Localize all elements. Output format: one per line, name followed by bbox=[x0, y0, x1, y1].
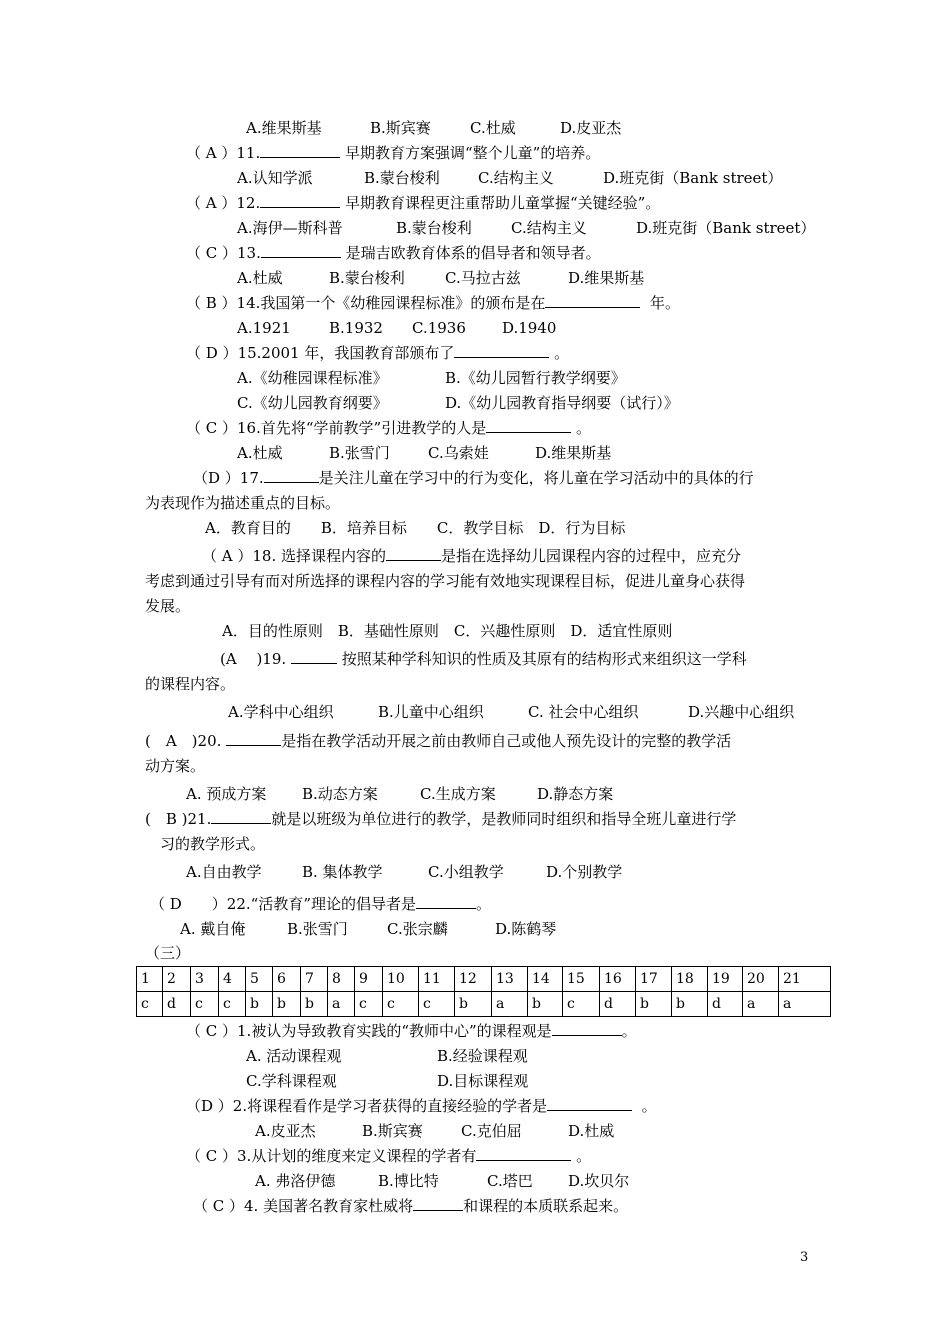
q16-text: 。 bbox=[576, 419, 592, 437]
q17-text: 是关注儿童在学习中的行为变化，将儿童在学习活动中的具体的行 bbox=[318, 469, 754, 487]
table-cell-answer: b bbox=[455, 992, 492, 1017]
q13-option-c: C.马拉古兹 bbox=[445, 269, 521, 287]
q14-text: 年。 bbox=[649, 294, 680, 312]
s3-question-1 bbox=[186, 1021, 637, 1041]
table-cell-answer: a bbox=[743, 992, 779, 1017]
s3q3-prefix: （ C ）3.从计划的维度来定义课程的学者有 bbox=[186, 1147, 477, 1165]
table-row-answers bbox=[137, 992, 831, 1017]
q13-text: 是瑞吉欧教育体系的倡导者和领导者。 bbox=[345, 244, 601, 262]
q13-option-d: D.维果斯基 bbox=[568, 269, 645, 287]
q20-prefix: ( A )20. bbox=[145, 732, 222, 750]
q11-text: 早期教育方案强调“整个儿童”的培养。 bbox=[345, 144, 601, 162]
question-16 bbox=[186, 418, 591, 438]
q13-option-a: A.杜威 bbox=[237, 269, 283, 287]
table-cell-answer: a bbox=[492, 992, 528, 1017]
s3q3-option-a: A. 弗洛伊德 bbox=[255, 1172, 336, 1190]
s3q2-prefix: （D ）2.将课程看作是学习者获得的直接经验的学者是 bbox=[186, 1097, 548, 1115]
page-number: 3 bbox=[800, 1250, 809, 1265]
q20-option-a: A. 预成方案 bbox=[186, 785, 267, 803]
question-14 bbox=[186, 293, 680, 313]
table-cell-number: 16 bbox=[600, 967, 636, 992]
q15-blank bbox=[454, 343, 549, 358]
question-20 bbox=[145, 731, 731, 751]
question-12 bbox=[186, 193, 660, 213]
q13-option-b: B.蒙台梭利 bbox=[329, 269, 405, 287]
s3q1-option-a: A. 活动课程观 bbox=[246, 1047, 342, 1065]
s3q2-option-c: C.克伯屈 bbox=[461, 1122, 522, 1140]
q19-option-b: B.儿童中心组织 bbox=[378, 703, 484, 721]
table-cell-answer: b bbox=[246, 992, 273, 1017]
question-17-cont: 为表现作为描述重点的目标。 bbox=[145, 494, 341, 512]
table-cell-answer: d bbox=[600, 992, 636, 1017]
section-label: （三） bbox=[145, 944, 191, 962]
s3q1-blank bbox=[552, 1021, 622, 1036]
question-19 bbox=[220, 649, 747, 669]
s3q3-option-d: D.坎贝尔 bbox=[568, 1172, 630, 1190]
q19-option-d: D.兴趣中心组织 bbox=[688, 703, 795, 721]
q21-prefix: ( B )21. bbox=[145, 810, 212, 828]
table-cell-number: 4 bbox=[219, 967, 246, 992]
q20-option-d: D.静态方案 bbox=[537, 785, 614, 803]
s3q3-text: 。 bbox=[576, 1147, 592, 1165]
table-cell-answer: c bbox=[563, 992, 600, 1017]
q12-text: 早期教育课程更注重帮助儿童掌握“关键经验”。 bbox=[345, 194, 661, 212]
s3q1-option-d: D.目标课程观 bbox=[437, 1072, 529, 1090]
answer-table bbox=[136, 966, 831, 1017]
table-cell-answer: b bbox=[636, 992, 672, 1017]
s3q4-text: 和课程的本质联系起来。 bbox=[463, 1197, 629, 1215]
s3q2-text: 。 bbox=[641, 1097, 657, 1115]
q14-option-d: D.1940 bbox=[502, 319, 557, 337]
question-18-cont: 考虑到通过引导有而对所选择的课程内容的学习能有效地实现课程目标，促进儿童身心获得 bbox=[145, 572, 746, 590]
q14-blank bbox=[545, 293, 640, 308]
q22-option-a: A. 戴自俺 bbox=[180, 920, 246, 938]
q18-blank bbox=[386, 546, 441, 561]
table-cell-answer: c bbox=[419, 992, 455, 1017]
q10-option-d: D.皮亚杰 bbox=[560, 119, 622, 137]
q16-option-b: B.张雪门 bbox=[329, 444, 390, 462]
q19-prefix: (A )19. bbox=[220, 650, 287, 668]
table-cell-number: 10 bbox=[383, 967, 419, 992]
s3q1-option-c: C.学科课程观 bbox=[246, 1072, 337, 1090]
q22-prefix: （ D ）22.“活教育”理论的倡导者是 bbox=[150, 895, 416, 913]
question-21-cont: 习的教学形式。 bbox=[160, 835, 266, 853]
q15-option-a: A.《幼稚园课程标准》 bbox=[237, 369, 388, 387]
table-cell-number: 2 bbox=[163, 967, 191, 992]
question-15 bbox=[186, 343, 569, 363]
table-cell-answer: b bbox=[273, 992, 301, 1017]
table-cell-number: 17 bbox=[636, 967, 672, 992]
table-row-numbers bbox=[137, 967, 831, 992]
q12-option-c: C.结构主义 bbox=[511, 219, 587, 237]
table-cell-number: 20 bbox=[743, 967, 779, 992]
table-cell-answer: c bbox=[137, 992, 163, 1017]
s3q3-option-c: C.塔巴 bbox=[487, 1172, 533, 1190]
q20-text: 是指在教学活动开展之前由教师自己或他人预先设计的完整的教学活 bbox=[281, 732, 732, 750]
q22-blank bbox=[416, 894, 476, 909]
q21-blank bbox=[211, 809, 271, 824]
q21-option-c: C.小组教学 bbox=[428, 863, 504, 881]
s3q2-option-d: D.杜威 bbox=[568, 1122, 615, 1140]
q19-option-a: A.学科中心组织 bbox=[228, 703, 334, 721]
q12-option-d: D.班克街（Bank street） bbox=[636, 219, 816, 237]
q17-blank bbox=[264, 468, 319, 483]
s3q3-blank bbox=[476, 1146, 571, 1161]
q15-option-b: B.《幼儿园暂行教学纲要》 bbox=[445, 369, 626, 387]
question-11 bbox=[186, 143, 600, 163]
table-cell-number: 5 bbox=[246, 967, 273, 992]
q21-option-a: A.自由教学 bbox=[186, 863, 262, 881]
q11-option-d: D.班克街（Bank street） bbox=[603, 169, 783, 187]
table-cell-number: 7 bbox=[301, 967, 328, 992]
q11-prefix: （ A ）11. bbox=[186, 144, 261, 162]
table-cell-number: 9 bbox=[355, 967, 383, 992]
s3q4-blank bbox=[413, 1196, 463, 1211]
q22-text: 。 bbox=[476, 895, 492, 913]
q17-prefix: （D ）17. bbox=[193, 469, 264, 487]
q15-option-d: D.《幼儿园教育指导纲要（试行）》 bbox=[445, 394, 679, 412]
table-cell-number: 8 bbox=[328, 967, 355, 992]
q11-blank bbox=[260, 143, 340, 158]
table-cell-number: 12 bbox=[455, 967, 492, 992]
s3q2-option-b: B.斯宾赛 bbox=[362, 1122, 423, 1140]
q15-option-c: C.《幼儿园教育纲要》 bbox=[237, 394, 388, 412]
q21-option-b: B. 集体教学 bbox=[302, 863, 383, 881]
q16-blank bbox=[486, 418, 571, 433]
table-cell-answer: c bbox=[383, 992, 419, 1017]
q18-prefix: （ A ）18. 选择课程内容的 bbox=[202, 547, 386, 565]
q22-option-b: B.张雪门 bbox=[287, 920, 348, 938]
table-cell-number: 13 bbox=[492, 967, 528, 992]
q20-option-b: B.动态方案 bbox=[302, 785, 378, 803]
table-cell-number: 21 bbox=[779, 967, 831, 992]
q16-option-c: C.乌索娃 bbox=[428, 444, 489, 462]
question-18-cont2: 发展。 bbox=[145, 597, 191, 615]
table-cell-number: 14 bbox=[528, 967, 563, 992]
table-cell-number: 18 bbox=[672, 967, 708, 992]
q14-option-b: B.1932 bbox=[329, 319, 383, 337]
q14-prefix: （ B ）14.我国第一个《幼稚园课程标准》的颁布是在 bbox=[186, 294, 546, 312]
s3q1-text: 。 bbox=[621, 1022, 637, 1040]
table-cell-answer: b bbox=[528, 992, 563, 1017]
q14-option-c: C.1936 bbox=[412, 319, 466, 337]
s3q4-prefix: （ C ）4. 美国著名教育家杜威将 bbox=[193, 1197, 414, 1215]
q12-blank bbox=[260, 193, 340, 208]
table-cell-number: 11 bbox=[419, 967, 455, 992]
q17-options: A．教育目的 B．培养目标 C．教学目标 D．行为目标 bbox=[205, 519, 626, 537]
q18-text: 是指在选择幼儿园课程内容的过程中，应充分 bbox=[441, 547, 742, 565]
table-cell-answer: d bbox=[708, 992, 743, 1017]
q14-option-a: A.1921 bbox=[237, 319, 291, 337]
q11-option-a: A.认知学派 bbox=[237, 169, 313, 187]
q18-options: A．目的性原则 B．基础性原则 C．兴趣性原则 D．适宜性原则 bbox=[222, 622, 673, 640]
table-cell-answer: a bbox=[328, 992, 355, 1017]
table-cell-number: 15 bbox=[563, 967, 600, 992]
q16-option-d: D.维果斯基 bbox=[535, 444, 612, 462]
s3q2-blank bbox=[547, 1096, 632, 1111]
q10-option-b: B.斯宾赛 bbox=[370, 119, 431, 137]
q15-text: 。 bbox=[554, 344, 570, 362]
q11-option-b: B.蒙台梭利 bbox=[364, 169, 440, 187]
q20-option-c: C.生成方案 bbox=[420, 785, 496, 803]
question-20-cont: 动方案。 bbox=[145, 757, 206, 775]
q16-option-a: A.杜威 bbox=[237, 444, 283, 462]
table-cell-answer: d bbox=[163, 992, 191, 1017]
s3-question-4 bbox=[193, 1196, 628, 1216]
q10-option-c: C.杜威 bbox=[470, 119, 516, 137]
q20-blank bbox=[226, 731, 281, 746]
s3-question-3 bbox=[186, 1146, 591, 1166]
q12-prefix: （ A ）12. bbox=[186, 194, 261, 212]
s3q1-option-b: B.经验课程观 bbox=[437, 1047, 528, 1065]
q11-option-c: C.结构主义 bbox=[478, 169, 554, 187]
table-cell-answer: c bbox=[191, 992, 219, 1017]
q15-prefix: （ D ）15.2001 年，我国教育部颁布了 bbox=[186, 344, 455, 362]
table-cell-answer: c bbox=[219, 992, 246, 1017]
s3q2-option-a: A.皮亚杰 bbox=[255, 1122, 316, 1140]
q13-blank bbox=[261, 243, 341, 258]
table-cell-answer: a bbox=[779, 992, 831, 1017]
q22-option-c: C.张宗麟 bbox=[387, 920, 448, 938]
q10-option-a: A.维果斯基 bbox=[246, 119, 322, 137]
table-cell-number: 3 bbox=[191, 967, 219, 992]
table-cell-answer: b bbox=[672, 992, 708, 1017]
q19-text: 按照某种学科知识的性质及其原有的结构形式来组织这一学科 bbox=[341, 650, 747, 668]
table-cell-number: 6 bbox=[273, 967, 301, 992]
question-13 bbox=[186, 243, 601, 263]
s3q3-option-b: B.博比特 bbox=[378, 1172, 439, 1190]
q19-blank bbox=[291, 649, 337, 664]
table-cell-number: 19 bbox=[708, 967, 743, 992]
table-cell-number: 1 bbox=[137, 967, 163, 992]
q19-option-c: C. 社会中心组织 bbox=[528, 703, 639, 721]
q12-option-a: A.海伊—斯科普 bbox=[237, 219, 343, 237]
q13-prefix: （ C ）13. bbox=[186, 244, 261, 262]
table-cell-answer: c bbox=[355, 992, 383, 1017]
s3q1-prefix: （ C ）1.被认为导致教育实践的“教师中心”的课程观是 bbox=[186, 1022, 552, 1040]
q16-prefix: （ C ）16.首先将“学前教学”引进教学的人是 bbox=[186, 419, 487, 437]
q21-option-d: D.个别教学 bbox=[546, 863, 623, 881]
question-22 bbox=[150, 894, 491, 914]
q21-text: 就是以班级为单位进行的教学，是教师同时组织和指导全班儿童进行学 bbox=[271, 810, 737, 828]
question-21 bbox=[145, 809, 736, 829]
question-19-cont: 的课程内容。 bbox=[145, 675, 236, 693]
q12-option-b: B.蒙台梭利 bbox=[396, 219, 472, 237]
q22-option-d: D.陈鹤琴 bbox=[495, 920, 557, 938]
question-18 bbox=[202, 546, 741, 566]
s3-question-2 bbox=[186, 1096, 657, 1116]
table-cell-answer: b bbox=[301, 992, 328, 1017]
question-17 bbox=[193, 468, 754, 488]
